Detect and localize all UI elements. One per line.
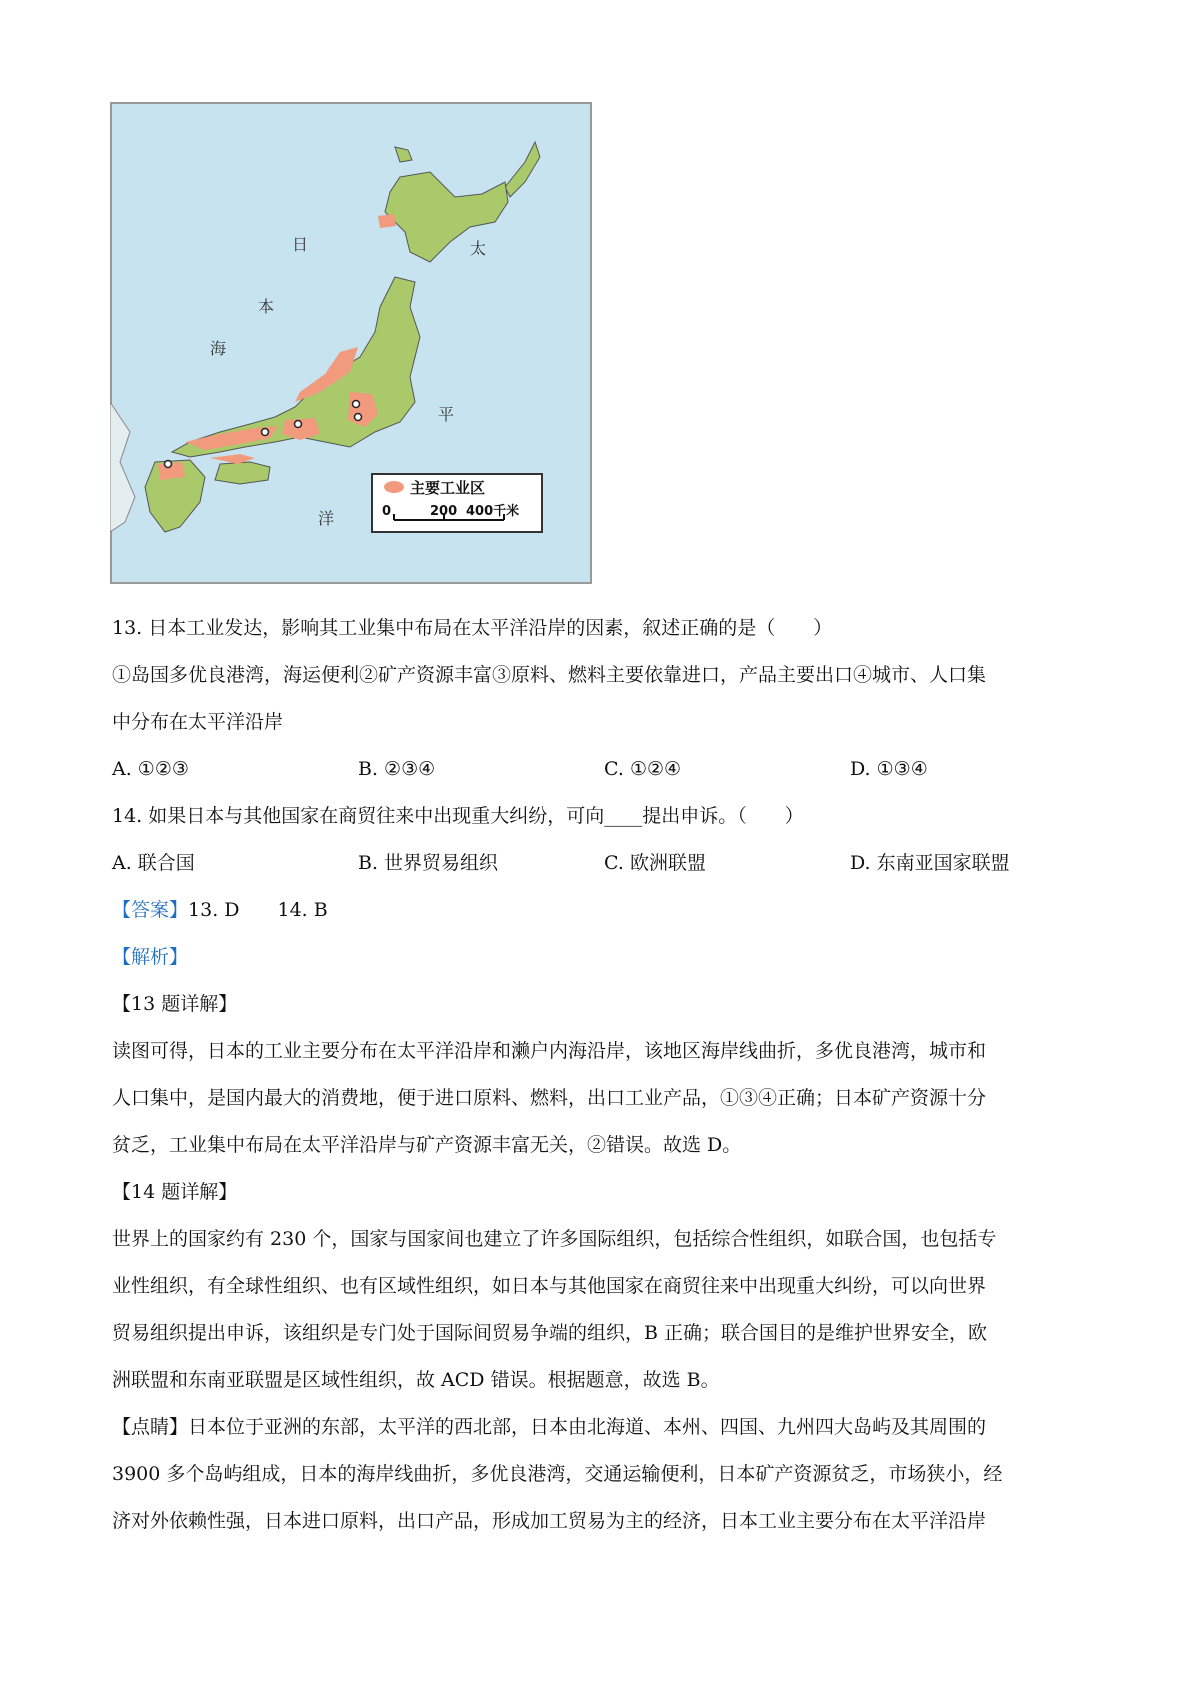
detail13-title: 【13 题详解】 [112, 993, 238, 1015]
legend-label: 主要工业区 [410, 479, 486, 497]
q14-option-b: B. 世界贸易组织 [358, 852, 499, 874]
comment-line [112, 1413, 986, 1441]
comment-line: 济对外依赖性强，日本进口原料，出口产品，形成加工贸易为主的经济，日本工业主要分布在太平洋沿岸 [112, 1510, 987, 1532]
city-marker [295, 421, 302, 428]
detail14-line: 业性组织，有全球性组织、也有区域性组织，如日本与其他国家在商贸往来中出现重大纠纷，可以向世界 [112, 1275, 987, 1297]
city-marker [165, 461, 172, 468]
comment-label: 【点睛】 [112, 1416, 189, 1438]
q13-stem: 13. 日本工业发达，影响其工业集中布局在太平洋沿岸的因素，叙述正确的是（ ） [112, 617, 833, 639]
q13-option-a: A. ①②③ [112, 758, 189, 780]
comment-line: 3900 多个岛屿组成，日本的海岸线曲折，多优良港湾，交通运输便利，日本矿产资源贫乏，市场狭小，经 [112, 1463, 1003, 1485]
scale-tick-label: 0 [382, 504, 392, 519]
detail13-line: 读图可得，日本的工业主要分布在太平洋沿岸和濑户内海沿岸，该地区海岸线曲折，多优良港湾，城市和 [112, 1040, 987, 1062]
detail13-line: 人口集中，是国内最大的消费地，便于进口原料、燃料，出口工业产品，①③④正确；日本矿产资源十分 [112, 1087, 987, 1109]
sea-label: 太 [470, 239, 487, 258]
detail14-line: 贸易组织提出申诉，该组织是专门处于国际间贸易争端的组织，B 正确；联合国目的是维护世界安全，欧 [112, 1322, 988, 1344]
q13-statements-line2: 中分布在太平洋沿岸 [112, 711, 284, 733]
industry-zone [378, 214, 396, 228]
city-marker [262, 429, 269, 436]
city-marker [353, 401, 360, 408]
scale-tick-label: 400千米 [466, 504, 520, 519]
q13-option-d: D. ①③④ [850, 758, 928, 780]
q13-statements-line1: ①岛国多优良港湾，海运便利②矿产资源丰富③原料、燃料主要依靠进口，产品主要出口④城市、人口集 [112, 664, 987, 686]
detail14-line: 洲联盟和东南亚联盟是区域性组织，故 ACD 错误。根据题意，故选 B。 [112, 1369, 720, 1391]
q14-option-c: C. 欧洲联盟 [604, 852, 706, 874]
q14-stem: 14. 如果日本与其他国家在商贸往来中出现重大纠纷，可向____提出申诉。（ ） [112, 805, 804, 827]
detail14-title: 【14 题详解】 [112, 1181, 238, 1203]
q13-option-b: B. ②③④ [358, 758, 436, 780]
detail14-line: 世界上的国家约有 230 个，国家与国家间也建立了许多国际组织，包括综合性组织，如联合国，也包括专 [112, 1228, 997, 1250]
sea-label: 本 [258, 297, 275, 316]
japan-industry-map [110, 102, 592, 584]
answer-label: 【答案】 [112, 899, 189, 921]
map-legend [372, 474, 542, 532]
sea-label: 平 [438, 405, 455, 424]
scale-tick-label: 200 [430, 504, 458, 519]
analysis-label: 【解析】 [112, 946, 189, 968]
legend-swatch [384, 481, 404, 493]
comment-text: 日本位于亚洲的东部，太平洋的西北部，日本由北海道、本州、四国、九州四大岛屿及其周围的 [188, 1416, 987, 1438]
q14-option-a: A. 联合国 [112, 852, 195, 874]
answer-line [112, 896, 328, 924]
shikoku [215, 462, 270, 484]
q13-option-c: C. ①②④ [604, 758, 682, 780]
sea-label: 海 [210, 339, 227, 358]
sea-label: 日 [292, 235, 309, 254]
sea-label: 洋 [318, 509, 335, 528]
city-marker [355, 414, 362, 421]
answer-text: 13. D 14. B [188, 899, 328, 921]
detail13-line: 贫乏，工业集中布局在太平洋沿岸与矿产资源丰富无关，②错误。故选 D。 [112, 1134, 742, 1156]
q14-option-d: D. 东南亚国家联盟 [850, 852, 1010, 874]
